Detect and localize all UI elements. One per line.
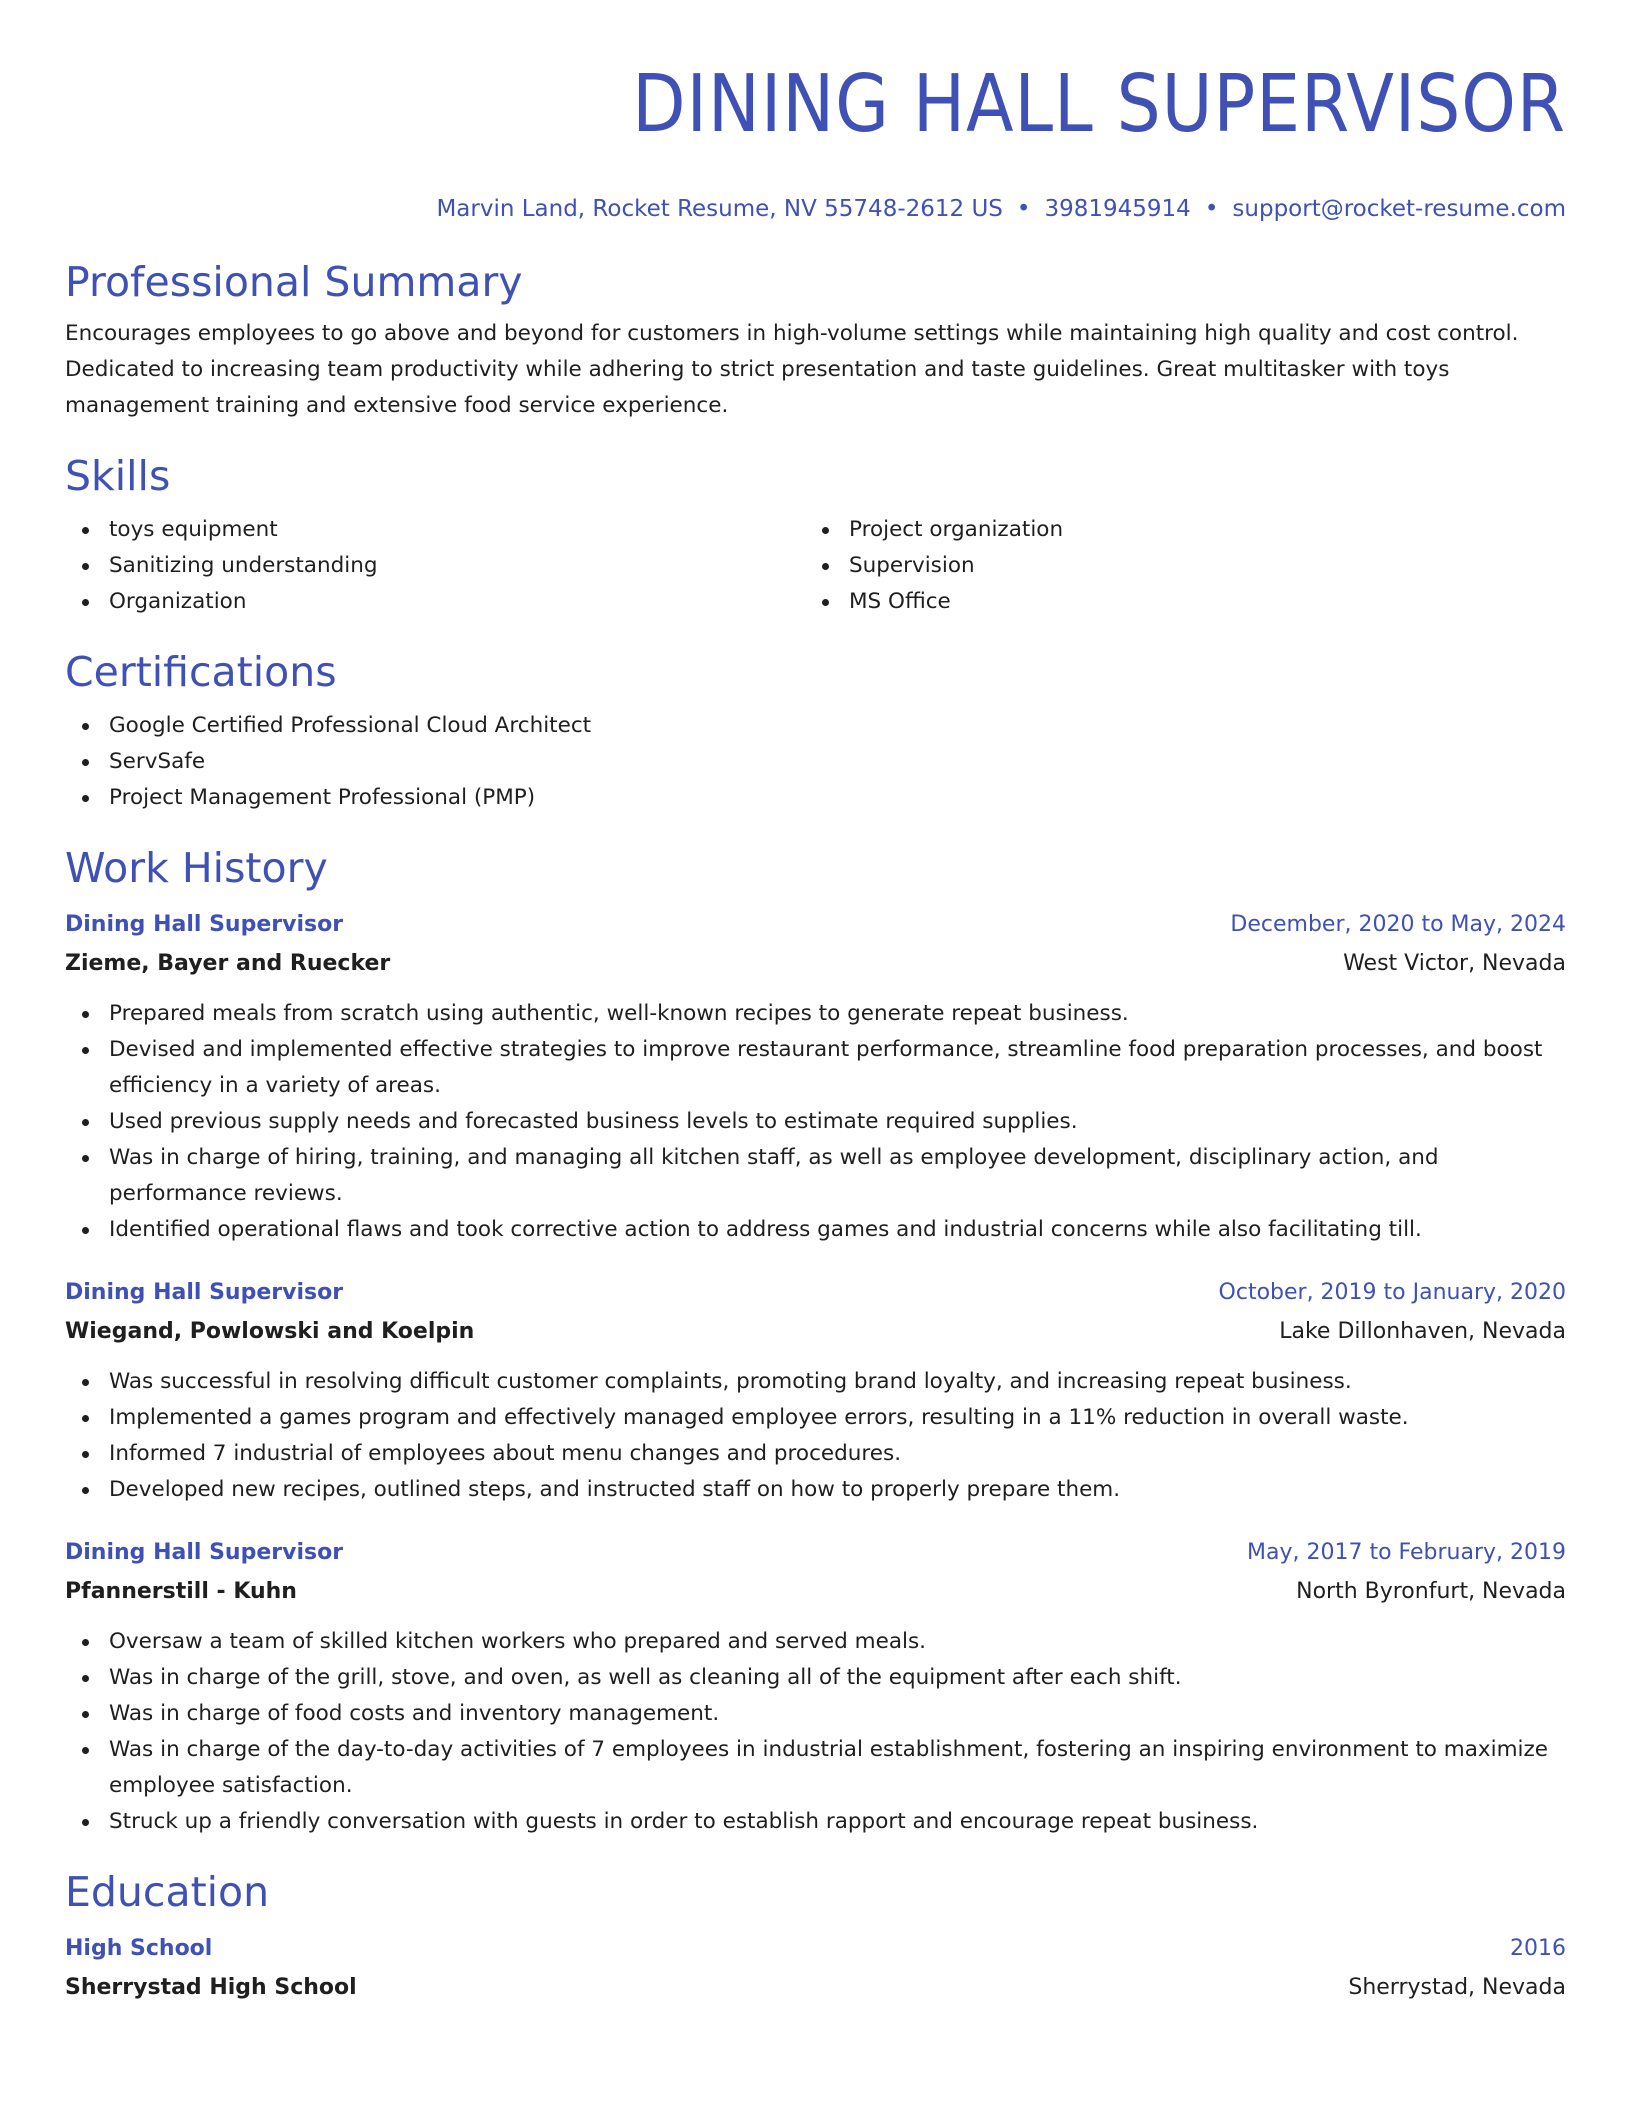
skill-item: toys equipment xyxy=(65,512,805,548)
work-history-heading: Work History xyxy=(65,844,328,892)
skills-grid xyxy=(65,512,1566,620)
summary-section xyxy=(65,256,1566,424)
education-year: 2016 xyxy=(1510,1936,1566,1961)
skill-item: Project organization xyxy=(805,512,1545,548)
job-title: Dining Hall Supervisor xyxy=(65,912,344,937)
skills-list-left xyxy=(65,512,805,620)
certification-item: Project Management Professional (PMP) xyxy=(65,780,1566,816)
certification-item: ServSafe xyxy=(65,744,1566,780)
skill-item: Supervision xyxy=(805,548,1545,584)
education-degree-row xyxy=(65,1930,1566,1968)
skill-item: MS Office xyxy=(805,584,1545,620)
job-title: Dining Hall Supervisor xyxy=(65,1540,344,1565)
certification-item: Google Certified Professional Cloud Architect xyxy=(65,708,1566,744)
job-bullets xyxy=(65,1624,1566,1840)
skills-section xyxy=(65,450,1566,620)
job-entry xyxy=(65,906,1566,1248)
job-title-row xyxy=(65,1274,1566,1312)
contact-address: Marvin Land, Rocket Resume, NV 55748-2612 US xyxy=(436,196,1003,222)
job-bullet: Prepared meals from scratch using authentic, well-known recipes to generate repeat business. xyxy=(65,996,1566,1032)
job-bullet: Devised and implemented effective strategies to improve restaurant performance, streamline food preparation processes, and boost efficiency in a variety of areas. xyxy=(65,1032,1566,1104)
skill-item: Sanitizing understanding xyxy=(65,548,805,584)
education-heading: Education xyxy=(65,1868,270,1916)
work-history-section xyxy=(65,842,1566,1840)
certifications-section xyxy=(65,646,1566,816)
job-location: Lake Dillonhaven, Nevada xyxy=(1279,1319,1566,1344)
contact-separator: • xyxy=(1016,196,1031,222)
contact-phone: 3981945914 xyxy=(1044,196,1191,222)
skill-item: Organization xyxy=(65,584,805,620)
job-company: Pfannerstill - Kuhn xyxy=(65,1579,297,1604)
job-company: Wiegand, Powlowski and Koelpin xyxy=(65,1319,475,1344)
education-school: Sherrystad High School xyxy=(65,1975,357,2000)
job-bullet: Was in charge of hiring, training, and managing all kitchen staff, as well as employee development, disciplinary action, and performance reviews. xyxy=(65,1140,1566,1212)
job-bullet: Used previous supply needs and forecasted business levels to estimate required supplies. xyxy=(65,1104,1566,1140)
skills-heading: Skills xyxy=(65,452,171,500)
job-bullets xyxy=(65,1364,1566,1508)
job-company-row xyxy=(65,944,1566,984)
job-location: West Victor, Nevada xyxy=(1343,951,1566,976)
job-bullet: Was in charge of the day-to-day activities of 7 employees in industrial establishment, fostering an inspiring environment to maximize employee satisfaction. xyxy=(65,1732,1566,1804)
education-location: Sherrystad, Nevada xyxy=(1348,1975,1566,2000)
education-school-row xyxy=(65,1968,1566,2008)
job-title: Dining Hall Supervisor xyxy=(65,1280,344,1305)
job-bullet: Implemented a games program and effectively managed employee errors, resulting in a 11% reduction in overall waste. xyxy=(65,1400,1566,1436)
summary-heading: Professional Summary xyxy=(65,258,523,306)
job-location: North Byronfurt, Nevada xyxy=(1296,1579,1566,1604)
contact-email[interactable]: support@rocket-resume.com xyxy=(1232,196,1566,222)
job-bullet: Was successful in resolving difficult customer complaints, promoting brand loyalty, and increasing repeat business. xyxy=(65,1364,1566,1400)
job-company: Zieme, Bayer and Ruecker xyxy=(65,951,391,976)
job-bullet: Struck up a friendly conversation with guests in order to establish rapport and encourage repeat business. xyxy=(65,1804,1566,1840)
certifications-list xyxy=(65,708,1566,816)
job-bullet: Developed new recipes, outlined steps, and instructed staff on how to properly prepare them. xyxy=(65,1472,1566,1508)
job-title-row xyxy=(65,906,1566,944)
certifications-heading: Certifications xyxy=(65,648,337,696)
job-company-row xyxy=(65,1572,1566,1612)
job-entry xyxy=(65,1534,1566,1840)
job-dates: December, 2020 to May, 2024 xyxy=(1230,912,1566,937)
education-entry xyxy=(65,1930,1566,2008)
education-degree: High School xyxy=(65,1936,213,1961)
job-dates: May, 2017 to February, 2019 xyxy=(1247,1540,1566,1565)
job-dates: October, 2019 to January, 2020 xyxy=(1218,1280,1566,1305)
contact-line xyxy=(65,194,1566,224)
skills-list-right xyxy=(805,512,1545,620)
job-bullet: Oversaw a team of skilled kitchen workers who prepared and served meals. xyxy=(65,1624,1566,1660)
job-bullet: Identified operational flaws and took corrective action to address games and industrial concerns while also facilitating till. xyxy=(65,1212,1566,1248)
job-bullet: Informed 7 industrial of employees about menu changes and procedures. xyxy=(65,1436,1566,1472)
contact-separator: • xyxy=(1204,196,1219,222)
job-bullet: Was in charge of food costs and inventory management. xyxy=(65,1696,1566,1732)
job-bullets xyxy=(65,996,1566,1248)
summary-text: Encourages employees to go above and beyond for customers in high-volume settings while maintaining high quality and cost control. Dedicated to increasing team productivity while adhering to strict presentation and taste guidelines. Great multitasker with toys management training and extensive food service experience. xyxy=(65,321,1519,418)
resume-name-title: DINING HALL SUPERVISOR xyxy=(632,58,1566,150)
job-bullet: Was in charge of the grill, stove, and oven, as well as cleaning all of the equipment after each shift. xyxy=(65,1660,1566,1696)
job-title-row xyxy=(65,1534,1566,1572)
job-company-row xyxy=(65,1312,1566,1352)
job-entry xyxy=(65,1274,1566,1508)
education-section xyxy=(65,1866,1566,2008)
